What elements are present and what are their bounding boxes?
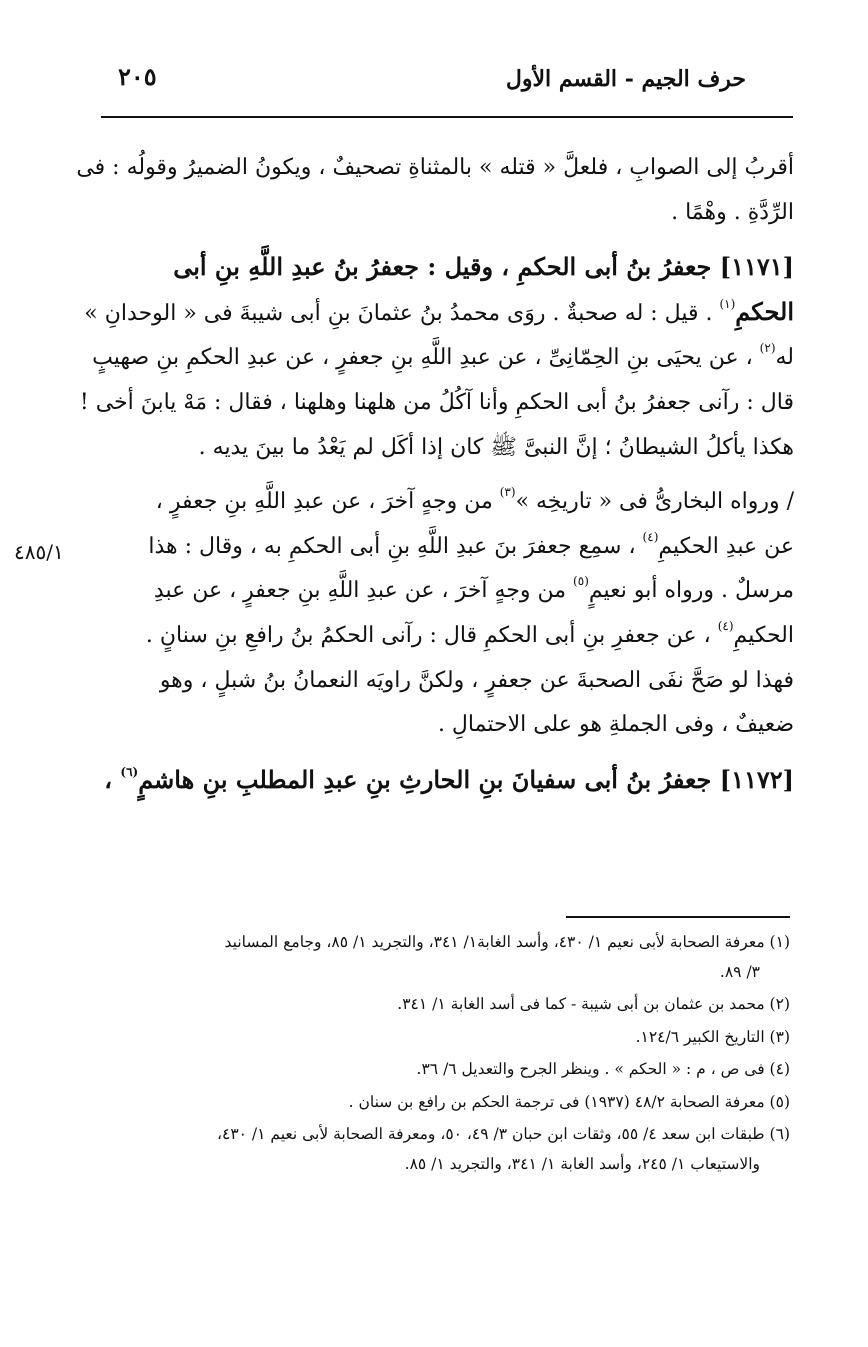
paragraph-continuation <box>76 146 794 235</box>
footnote-1 <box>90 928 790 987</box>
text-span: ، عن جعفرِ بنِ أبى الحكمِ قال : رآنى الحكمُ بنُ رافعِ بنِ سنانٍ . <box>145 622 711 648</box>
text-span: ، سمِع جعفرَ بنَ عبدِ اللَّهِ بنِ أبى الحكمِ به ، وقال : هذا <box>148 533 636 559</box>
footnote-text-cont: والاستيعاب ١/ ٢٤٥، وأسد الغابة ١/ ٣٤١، والتجريد ١/ ٨٥. <box>404 1154 760 1173</box>
footnote-6 <box>90 1120 790 1179</box>
entry-1171 <box>79 245 794 470</box>
text-line: أقربُ إلى الصوابِ ، فلعلَّ « قتله » بالمثناةِ تصحيفٌ ، ويكونُ الضميرُ وقولُه : فى <box>76 155 794 180</box>
text-line: فهذا لو صَحَّ نفَى الصحبةَ عن جعفرٍ ، ولكنَّ راويَه النعمانُ بنُ شبلٍ ، وهو <box>159 667 794 693</box>
text-line <box>84 290 794 337</box>
margin-reference: ٤٨٥/١ <box>14 540 64 564</box>
text-span: عن عبدِ الحكيمِ <box>658 533 794 559</box>
footnote-3: (٣) التاريخ الكبير ١٢٤/٦. <box>635 1027 790 1046</box>
footnote-marker: (٤) <box>642 529 659 544</box>
text-span: مرسلٌ . ورواه أبو نعيمٍ <box>588 578 794 604</box>
text-span: . قيل : له صحبةٌ . روَى محمدُ بنُ عثمانَ بنِ أبى شيبةَ فى « الوحدانِ » <box>84 300 713 326</box>
footnote-text-cont: ٣/ ٨٩. <box>719 962 760 981</box>
text-span: [١١٧٢] جعفرُ بنُ أبى سفيانَ بنِ الحارثِ بنِ عبدِ المطلبِ بنِ هاشمٍ <box>138 764 794 794</box>
text-span: / ورواه البخارىُّ فى « تاريخِه » <box>515 489 794 515</box>
text-line <box>108 569 794 614</box>
footnote-marker: (١) <box>719 296 736 311</box>
footnote-4: (٤) فى ص ، م : « الحكم » . وينظر الجرح والتعديل ٦/ ٣٦. <box>416 1060 790 1078</box>
footnote-marker: (٦) <box>120 764 139 779</box>
text-line: قال : رآنى جعفرُ بنُ أبى الحكمِ وأنا آكُلُ من هلهنا وهلهنا ، فقال : مَهْ يابنَ أخى ! <box>79 389 794 415</box>
footnote-marker: (٢) <box>759 341 776 356</box>
text-span: ، <box>104 764 113 794</box>
entry-heading-cont: الحكمِ <box>735 296 794 326</box>
footnote-5: (٥) معرفة الصحابة ٤٨/٢ (١٩٣٧) فى ترجمة الحكم بن رافع بن سنان . <box>348 1092 790 1111</box>
text-span: ، عن يحيَى بنِ الحِمّانِىِّ ، عن عبدِ اللَّهِ بنِ جعفرٍ ، عن عبدِ الحكمِ بنِ صهيبٍ <box>92 345 753 371</box>
entry-heading <box>104 758 794 803</box>
footnote-2: (٢) محمد بن عثمان بن أبى شيبة - كما فى أسد الغابة ١/ ٣٤١. <box>397 995 790 1013</box>
text-line: هكذا يأكلُ الشيطانُ ؛ إنَّ النبىَّ ﷺ كان إذا أكَل لم يَعْدُ ما بينَ يديه . <box>198 434 794 460</box>
footnotes <box>90 928 790 1182</box>
footnote-marker: (٥) <box>573 574 589 589</box>
paragraph-narration <box>108 480 794 748</box>
text-span: من وجهٍ آخرَ ، عن عبدِ اللَّهِ بنِ جعفرٍ ، عن عبدِ <box>153 578 567 604</box>
text-line <box>108 525 794 570</box>
text-span: الحكيمِ <box>733 622 794 648</box>
text-span: له <box>775 345 794 371</box>
footnote-marker: (٣) <box>499 485 516 500</box>
footnote-divider <box>566 916 790 918</box>
text-line: الرِّدَّةِ . وهْمًا . <box>671 199 794 225</box>
entry-heading: [١١٧١] جعفرُ بنُ أبى الحكمِ ، وقيل : جعفرُ بنُ عبدِ اللَّهِ بنِ أبى <box>173 252 794 282</box>
running-title: حرف الجيم - القسم الأول <box>505 66 746 92</box>
main-text <box>76 146 794 802</box>
footnote-text: (٦) طبقات ابن سعد ٤/ ٥٥، وثقات ابن حبان ٣/ ٤٩، ٥٠، ومعرفة الصحابة لأبى نعيم ١/ ٤٣٠، <box>216 1125 790 1143</box>
text-line <box>108 480 794 525</box>
text-line <box>108 614 794 659</box>
page-number: ٢٠٥ <box>118 62 157 91</box>
header-divider <box>101 116 793 118</box>
page-header <box>104 62 790 102</box>
footnote-marker: (٤) <box>717 618 734 633</box>
text-span: من وجهٍ آخرَ ، عن عبدِ اللَّهِ بنِ جعفرٍ ، <box>155 489 493 515</box>
entry-1172 <box>104 758 794 803</box>
text-line <box>92 336 794 381</box>
footnote-text: (١) معرفة الصحابة لأبى نعيم ١/ ٤٣٠، وأسد الغابة١/ ٣٤١، والتجريد ١/ ٨٥، وجامع المسانيد <box>224 933 790 951</box>
text-line: ضعيفٌ ، وفى الجملةِ هو على الاحتمالِ . <box>437 712 794 738</box>
